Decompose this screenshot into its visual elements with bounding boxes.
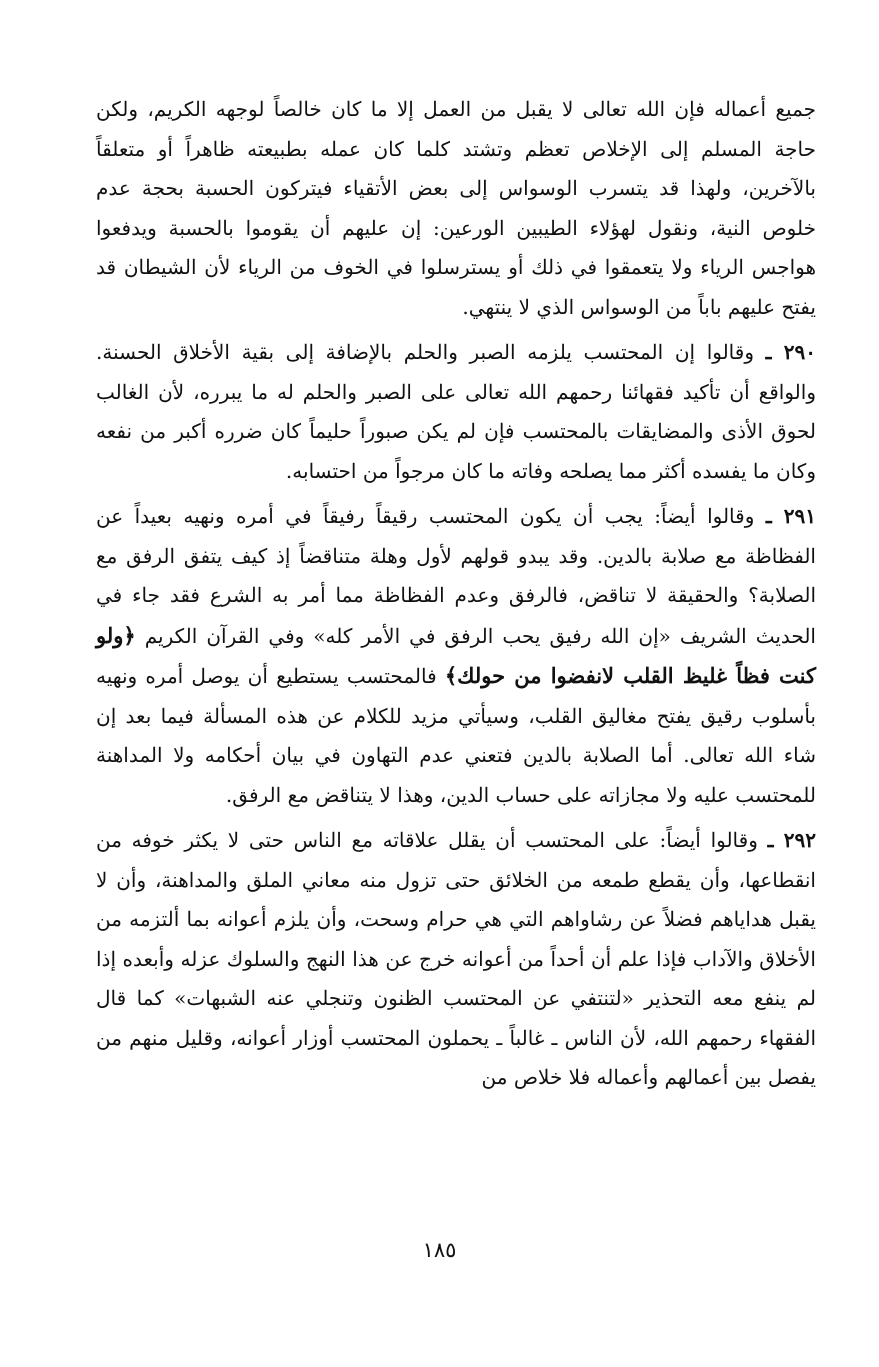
paragraph-292: [96, 821, 816, 1098]
paragraph-number: ٢٩٢ ـ: [767, 828, 817, 852]
paragraph-continuation: [96, 90, 816, 327]
paragraph-291: [96, 497, 816, 815]
paragraph-290: [96, 333, 816, 491]
page-body: [96, 90, 816, 1098]
paragraph-number: ٢٩٠ ـ: [765, 340, 817, 364]
paragraph-text: جميع أعماله فإن الله تعالى لا يقبل من العمل إلا ما كان خالصاً لوجهه الكريم، ولكن حاجة المسلم إلى الإخلاص تعظم وتشتد كلما كان عمله بطبيعته ظاهراً أو متعلقاً بالآخرين، ولهذا قد يتسرب الوسواس إلى بعض الأتقياء فيتركون الحسبة بحجة عدم خلوص النية، ونقول لهؤلاء الطيبين الورعين: إن عليهم أن يقوموا بالحسبة ويدفعوا هواجس الرياء ولا يتعمقوا في ذلك أو يسترسلوا في الخوف من الرياء لأن الشيطان قد يفتح عليهم باباً من الوسواس الذي لا ينتهي.: [96, 97, 816, 319]
page-number: ١٨٥: [422, 1238, 457, 1262]
paragraph-text-continued: فالمحتسب يستطيع أن يوصل أمره ونهيه بأسلوب رقيق يفتح مغاليق القلب، وسيأتي مزيد للكلام عن هذه المسألة فيما بعد إن شاء الله تعالى. أما الصلابة بالدين فتعني عدم التهاون في بيان أحكامه ولا المداهنة للمحتسب عليه ولا مجازاته على حساب الدين، وهذا لا يتناقض مع الرفق.: [96, 664, 816, 807]
paragraph-text: وقالوا إن المحتسب يلزمه الصبر والحلم بالإضافة إلى بقية الأخلاق الحسنة. والواقع أن تأكيد فقهائنا رحمهم الله تعالى على الصبر والحلم له ما يبرره، لأن الغالب لحوق الأذى والمضايقات بالمحتسب فإن لم يكن صبوراً حليماً كان ضرره أكبر من نفعه وكان ما يفسده أكثر مما يصلحه وفاته ما كان مرجواً من احتسابه.: [96, 340, 816, 483]
paragraph-number: ٢٩١ ـ: [765, 504, 817, 528]
paragraph-text: وقالوا أيضاً: على المحتسب أن يقلل علاقاته مع الناس حتى لا يكثر خوفه من انقطاعها، وأن يقطع طمعه من الخلائق حتى تزول منه معاني الملق والمداهنة، وأن لا يقبل هداياهم فضلاً عن رشاواهم التي هي حرام وسحت، وأن يلزم أعوانه بما ألتزمه من الأخلاق والآداب فإذا علم أن أحداً من أعوانه خرج عن هذا النهج والسلوك عزله وأبعده إذا لم ينفع معه التحذير «لتنتفي عن المحتسب الظنون وتنجلي عنه الشبهات» كما قال الفقهاء رحمهم الله، لأن الناس ـ غالباً ـ يحملون المحتسب أوزار أعوانه، وقليل منهم من يفصل بين أعمالهم وأعماله فلا خلاص من: [96, 828, 816, 1089]
quran-verse: ﴿ولو كنت فظاً غليظ القلب لانفضوا من حولك﴾: [96, 622, 816, 688]
paragraph-text: وقالوا أيضاً: يجب أن يكون المحتسب رقيقاً رفيقاً في أمره ونهيه بعيداً عن الفظاظة مع صلابة بالدين. وقد يبدو قولهم لأول وهلة متناقضاً إذ كيف يتفق الرفق مع الصلابة؟ والحقيقة لا تناقض، فالرفق وعدم الفظاظة مما أمر به الشرع فقد جاء في الحديث الشريف «إن الله رفيق يحب الرفق في الأمر كله» وفي القرآن الكريم: [96, 504, 816, 648]
